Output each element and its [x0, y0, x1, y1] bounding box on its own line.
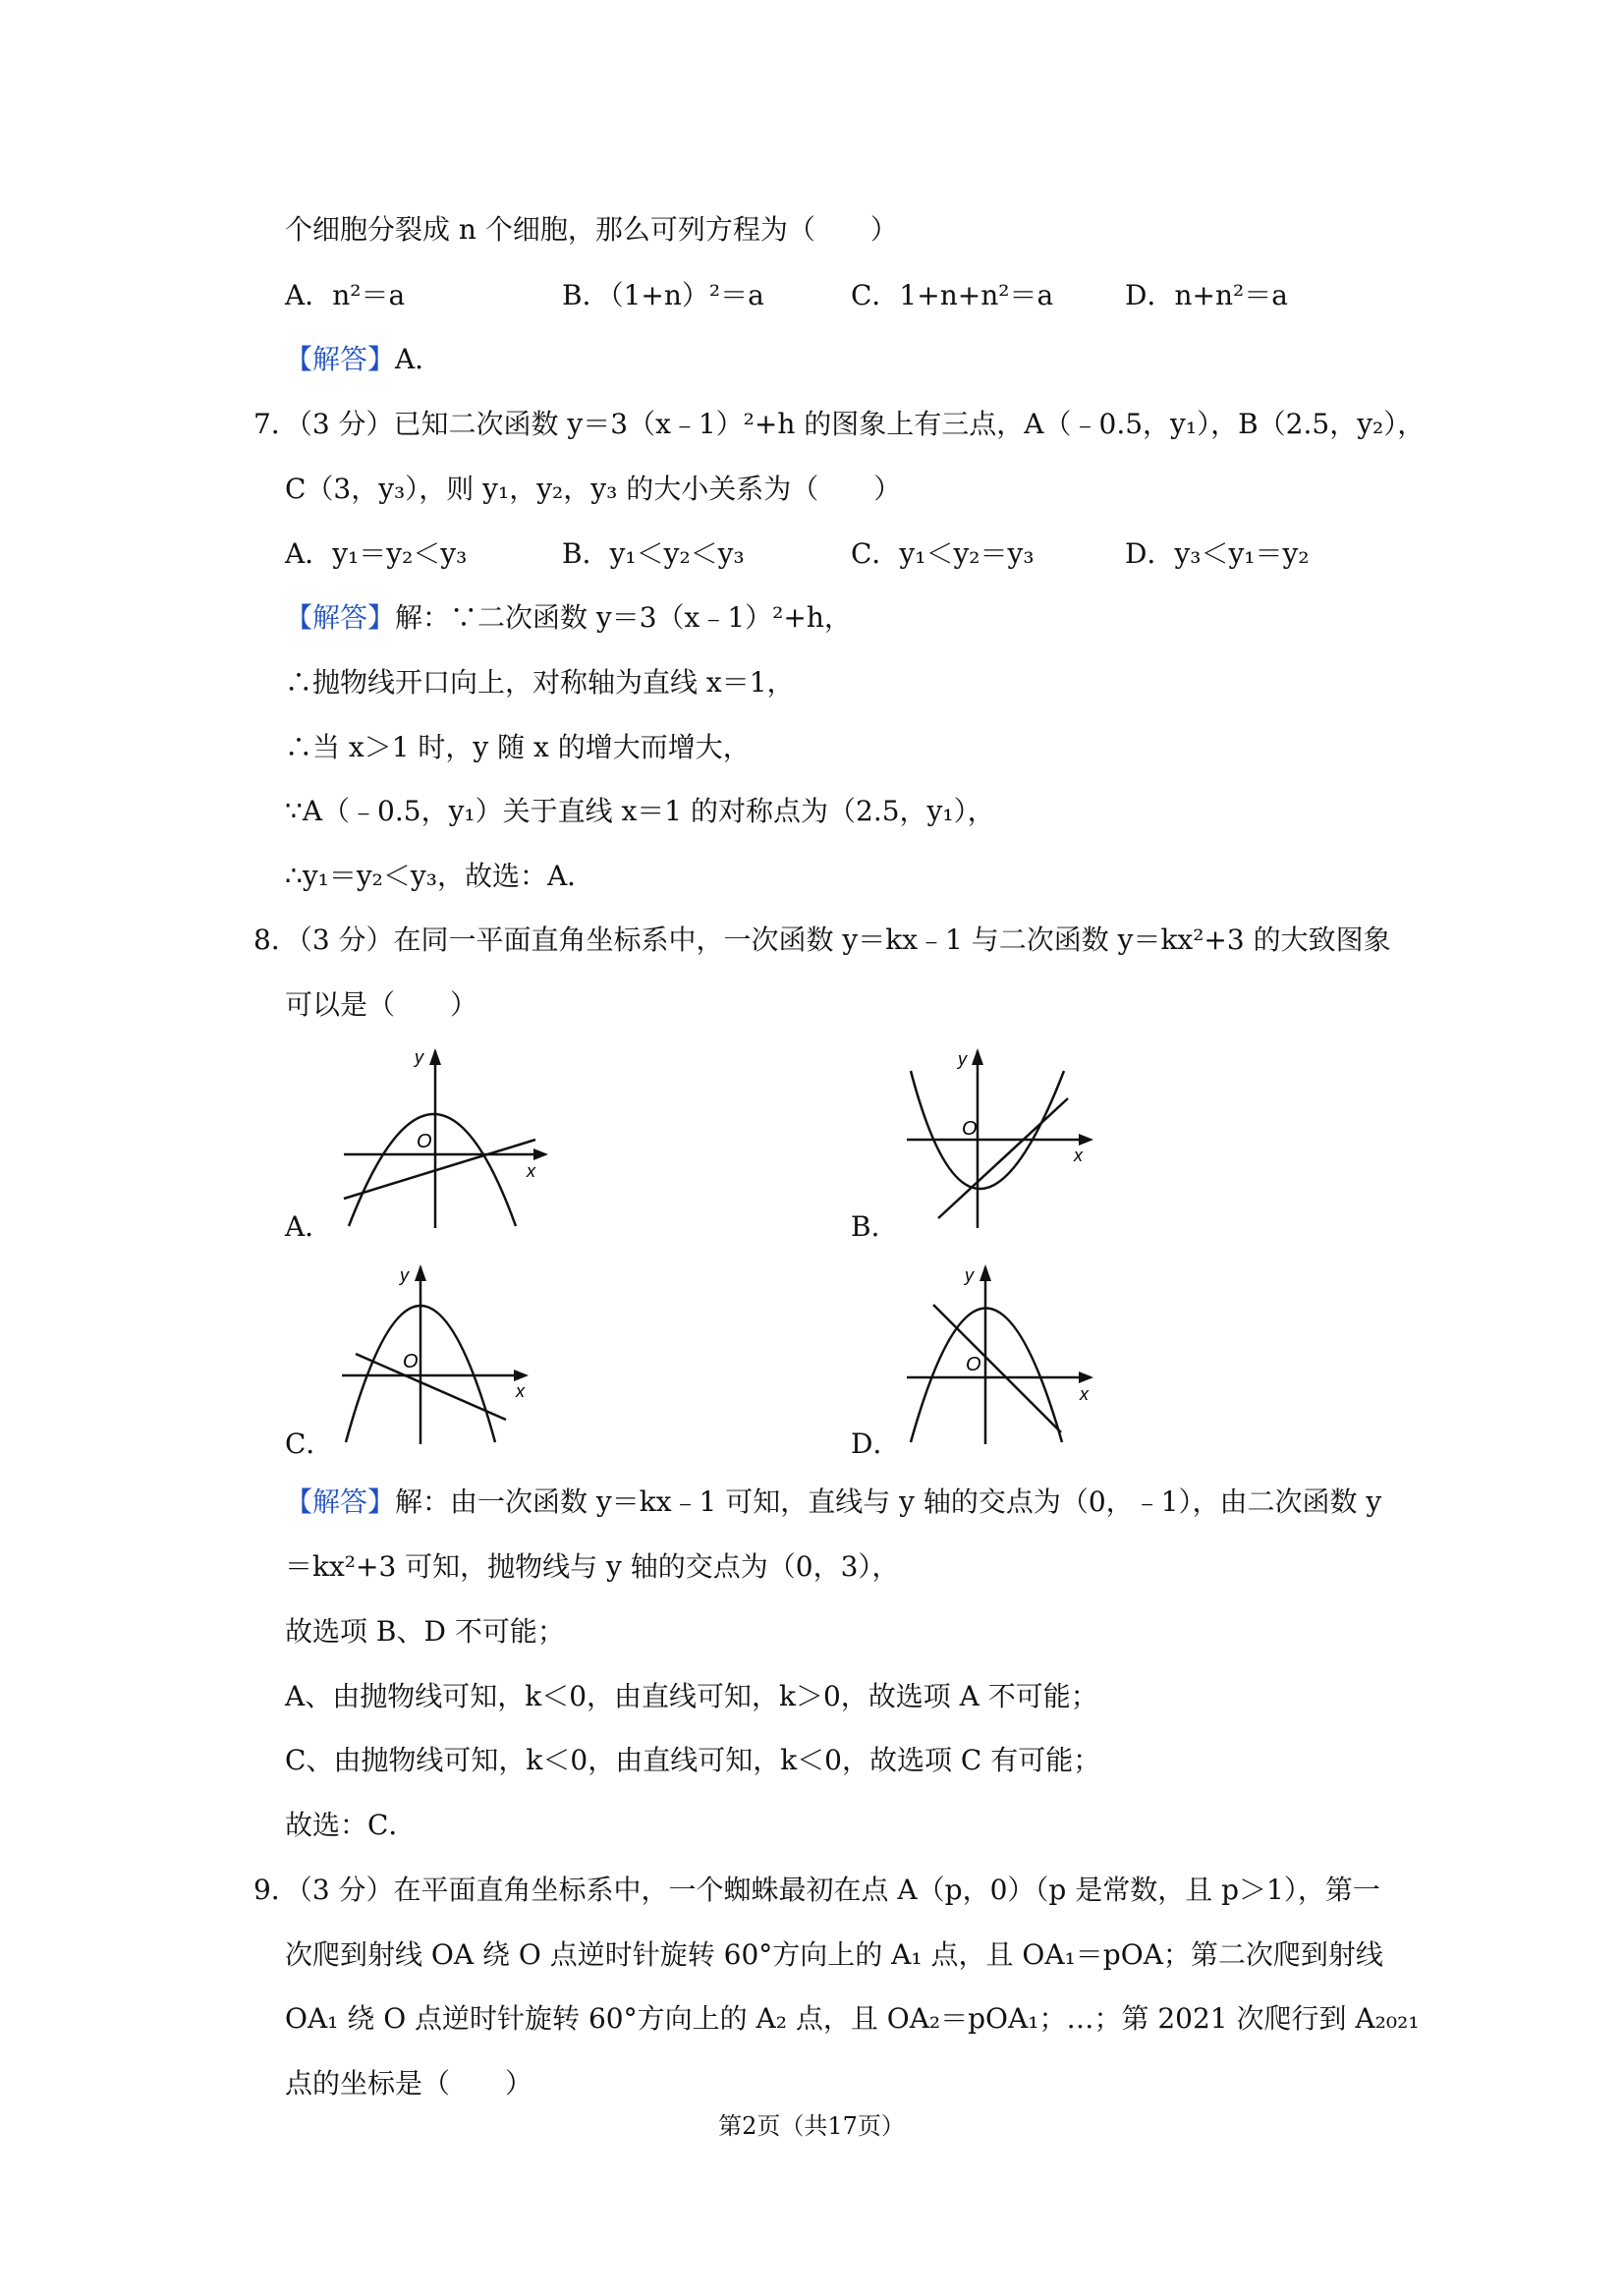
q6-option-b: B．（1+n）²＝a [562, 279, 764, 311]
x-label: x [1074, 1146, 1083, 1165]
graph-c [334, 1258, 540, 1454]
y-axis-arrow [415, 1264, 426, 1281]
line [356, 1354, 506, 1420]
q8-stem-line2: 可以是（ ） [285, 988, 478, 1021]
origin-label: O [417, 1131, 432, 1152]
q8-stem-line1: 8．（3 分）在同一平面直角坐标系中，一次函数 y＝kx﹣1 与二次函数 y＝kx²+3 的大致图象 [253, 924, 1391, 956]
origin-label: O [403, 1351, 419, 1372]
q8-answer-line4: A、由抛物线可知，k＜0，由直线可知，k＞0，故选项 A 不可能； [285, 1680, 1098, 1712]
q9-stem-line2: 次爬到射线 OA 绕 O 点逆时针旋转 60°方向上的 A₁ 点，且 OA₁＝pOA；第二次爬到射线 [285, 1938, 1383, 1971]
q7-stem-line2: C（3，y₃），则 y₁，y₂，y₃ 的大小关系为（ ） [285, 473, 902, 505]
q9-stem-line3: OA₁ 绕 O 点逆时针旋转 60°方向上的 A₂ 点，且 OA₂＝pOA₁；…；第 2021 次爬行到 A₂₀₂₁ [285, 2002, 1420, 2035]
q8-answer-line5: C、由抛物线可知，k＜0，由直线可知，k＜0，故选项 C 有可能； [285, 1744, 1101, 1776]
q8-answer-text: 解：由一次函数 y＝kx﹣1 可知，直线与 y 轴的交点为（0，﹣1），由二次函数 y [395, 1485, 1382, 1518]
q9-stem-line4: 点的坐标是（ ） [285, 2067, 533, 2100]
y-label: y [958, 1049, 967, 1069]
graph-b [899, 1041, 1105, 1238]
q7-answer-line2: ∴抛物线开口向上，对称轴为直线 x＝1， [285, 666, 795, 699]
q8-answer-line1 [285, 1483, 1381, 1522]
q8-answer-line6: 故选：C． [285, 1809, 417, 1841]
q7-stem-line1: 7．（3 分）已知二次函数 y＝3（x﹣1）²+h 的图象上有三点，A（﹣0.5，y₁），B（2.5，y₂）， [253, 408, 1426, 440]
q7-answer-line3: ∴当 x＞1 时，y 随 x 的增大而增大， [285, 731, 751, 763]
graph-b-label: B． [851, 1210, 899, 1243]
line [933, 1305, 1061, 1432]
origin-label: O [966, 1354, 981, 1375]
origin-label: O [962, 1118, 978, 1140]
q7-answer-text: 解：∵二次函数 y＝3（x﹣1）²+h， [395, 601, 852, 634]
y-label: y [415, 1047, 423, 1067]
x-label: x [516, 1381, 525, 1401]
y-label: y [400, 1265, 409, 1285]
y-axis-arrow [979, 1264, 991, 1281]
answer-tag: 【解答】 [285, 343, 396, 375]
parabola [911, 1071, 1064, 1189]
line [344, 1140, 535, 1199]
q6-option-d: D．n+n²＝a [1125, 279, 1288, 311]
q7-option-a: A．y₁＝y₂＜y₃ [285, 537, 468, 570]
page-footer: 第2页（共17页） [718, 2112, 905, 2140]
x-axis-arrow [514, 1370, 529, 1381]
q6-stem-tail: 个细胞分裂成 n 个细胞，那么可列方程为（ ） [285, 213, 898, 246]
q7-option-c: C．y₁＜y₂＝y₃ [851, 537, 1035, 570]
q7-option-d: D．y₃＜y₁＝y₂ [1125, 537, 1310, 570]
q7-option-b: B．y₁＜y₂＜y₃ [562, 537, 745, 570]
q6-option-a: A．n²＝a [285, 279, 406, 311]
graph-c-label: C． [285, 1428, 334, 1460]
q7-answer-line4: ∵A（﹣0.5，y₁）关于直线 x＝1 的对称点为（2.5，y₁）， [285, 795, 995, 827]
answer-tag: 【解答】 [285, 601, 396, 634]
x-axis-arrow [1079, 1372, 1093, 1383]
q8-answer-line2: ＝kx²+3 可知，抛物线与 y 轴的交点为（0，3）， [285, 1550, 900, 1583]
q7-answer-line1 [285, 598, 852, 638]
x-axis-arrow [533, 1148, 548, 1160]
q9-stem-line1: 9．（3 分）在平面直角坐标系中，一个蜘蛛最初在点 A（p，0）（p 是常数，且 p＞1），第一 [253, 1874, 1380, 1906]
x-label: x [1080, 1384, 1089, 1404]
x-label: x [527, 1161, 535, 1181]
y-label: y [965, 1265, 974, 1285]
graph-a-label: A． [285, 1210, 333, 1243]
graph-d [899, 1258, 1105, 1454]
graph-d-label: D． [851, 1428, 901, 1460]
y-axis-arrow [972, 1048, 983, 1065]
answer-tag: 【解答】 [285, 1485, 396, 1518]
q6-option-c: C．1+n+n²＝a [851, 279, 1054, 311]
q8-answer-line3: 故选项 B、D 不可能； [285, 1615, 565, 1648]
line [938, 1098, 1068, 1218]
q7-answer-line5: ∴y₁＝y₂＜y₃，故选：A． [285, 860, 595, 892]
q6-answer [285, 340, 442, 379]
q6-answer-text: A． [395, 343, 443, 375]
y-axis-arrow [429, 1048, 441, 1065]
x-axis-arrow [1079, 1134, 1093, 1146]
graph-a [334, 1041, 560, 1238]
